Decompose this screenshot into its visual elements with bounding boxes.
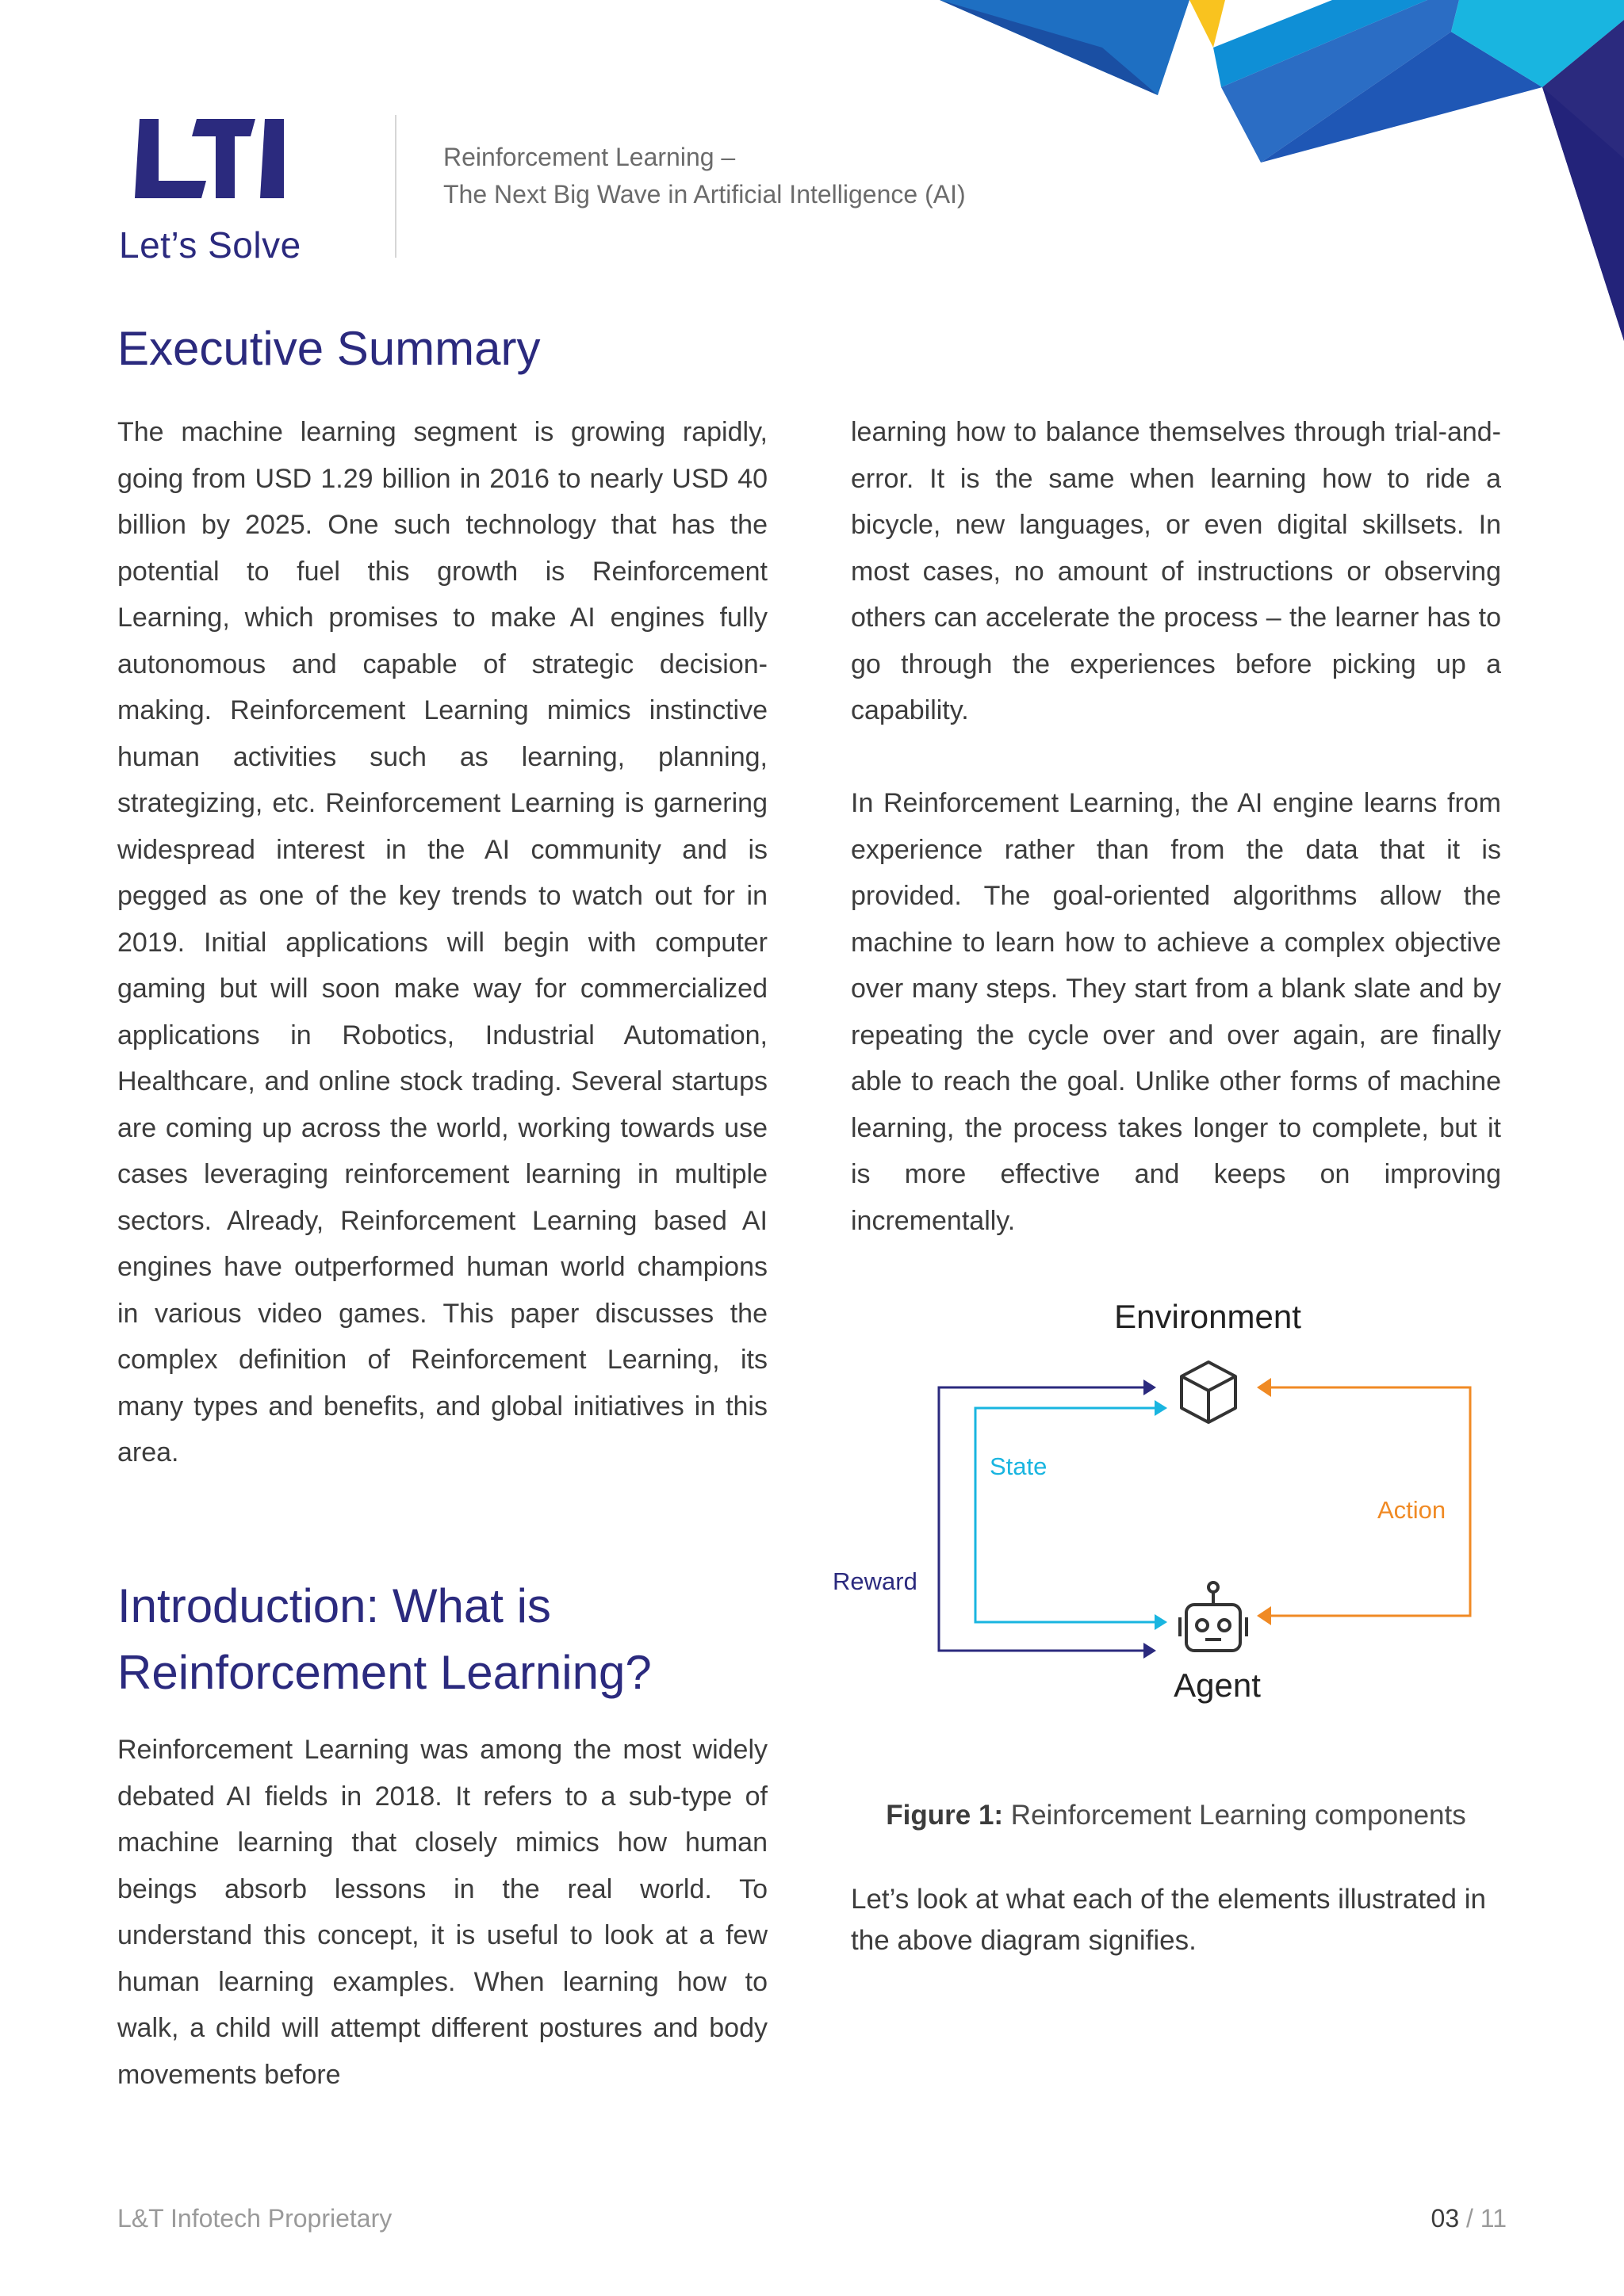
executive-summary-paragraph: The machine learning segment is growing rapidly, going from USD 1.29 billion in 2016 to nearly USD 40 billion by 2025. One such technology that has the potential to fuel this growth is Reinforcement Learning, which promises to make AI engines fully autonomous and capable of strategic decision-making. Reinforcement Learning mimics instinctive human activities such as learning, planning, strategizing, etc. Reinforcement Learning is garnering widespread interest in the AI community and is pegged as one of the key trends to watch out for in 2019. Initial applications will begin with computer gaming but will soon make way for commercialized applications in Robotics, Industrial Automation, Healthcare, and online stock trading. Several startups are coming up across the world, working towards use cases leveraging reinforcement learning in multiple sectors. Already, Reinforcement Learning based AI engines have outperformed human world champions in various video games. This paper discusses the complex definition of Reinforcement Learning, its many types and benefits, and global initiatives in this area.: [117, 417, 768, 1468]
robot-icon: [1180, 1582, 1247, 1651]
reward-label: Reward: [833, 1567, 917, 1595]
document-title-line2: The Next Big Wave in Artificial Intelligence (AI): [443, 180, 966, 209]
state-arrow: [975, 1400, 1167, 1630]
introduction-heading-line2: Reinforcement Learning?: [117, 1646, 652, 1699]
agent-label: Agent: [1174, 1667, 1261, 1704]
right-column-paragraph-1: learning how to balance themselves through trial-and-error. It is the same when learning how to ride a bicycle, new languages, or even digital skillsets. In most cases, no amount of instructions or observing others can accelerate the process – the learner has to go through the experiences before picking up a capability.: [851, 417, 1501, 725]
introduction-paragraph: Reinforcement Learning was among the most widely debated AI fields in 2018. It refers to a sub-type of machine learning that closely mimics how human beings absorb lessons in the real world. To understand this concept, it is useful to look at a few human learning examples. When learning how to walk, a child will attempt different postures and body movements before: [117, 1735, 768, 2090]
page-current: 03: [1431, 2204, 1460, 2233]
figure-caption-prefix: Figure 1:: [886, 1800, 1004, 1831]
action-label: Action: [1377, 1496, 1446, 1524]
reward-arrow: [939, 1380, 1156, 1659]
environment-label: Environment: [1114, 1298, 1301, 1335]
figure-caption-text: Reinforcement Learning components: [1003, 1800, 1466, 1831]
state-label: State: [990, 1452, 1048, 1480]
after-figure-paragraph: Let’s look at what each of the elements illustrated in the above diagram signifies.: [851, 1884, 1486, 1956]
header-divider: [395, 115, 396, 258]
page-separator: /: [1459, 2204, 1480, 2233]
footer-proprietary: L&T Infotech Proprietary: [117, 2204, 393, 2233]
page-number: [1431, 2204, 1507, 2233]
cube-icon: [1182, 1362, 1235, 1422]
executive-summary-heading: Executive Summary: [117, 322, 541, 375]
lti-logo: [119, 119, 285, 206]
document-title-line1: Reinforcement Learning –: [443, 143, 736, 171]
page-total: 11: [1480, 2204, 1507, 2233]
logo-tagline: Let’s Solve: [119, 224, 301, 266]
rl-components-diagram: [817, 1292, 1530, 1720]
introduction-heading: [117, 1573, 768, 1706]
figure-caption: [851, 1800, 1501, 1831]
right-column-paragraph-2: In Reinforcement Learning, the AI engine learns from experience rather than from the data that it is provided. The goal-oriented algorithms allow the machine to learn how to achieve a complex objective over many steps. They start from a blank slate and by repeating the cycle over and over again, are finally able to reach the goal. Unlike other forms of machine learning, the process takes longer to complete, but it is more effective and keeps on improving incrementally.: [851, 788, 1501, 1236]
introduction-heading-line1: Introduction: What is: [117, 1579, 551, 1632]
